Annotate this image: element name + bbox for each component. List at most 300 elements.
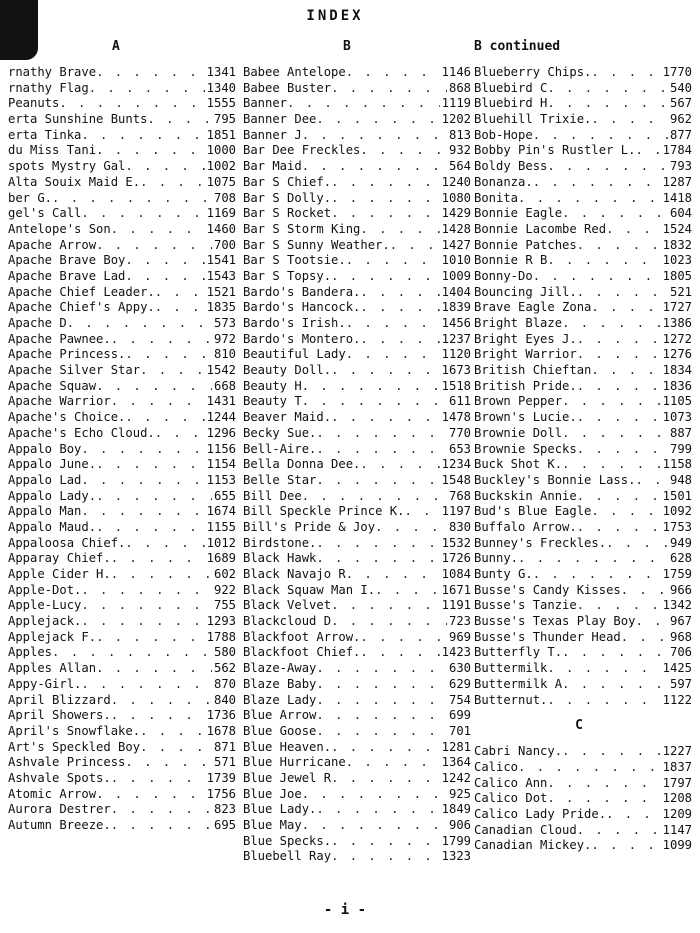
- entry-number: 870: [213, 676, 236, 691]
- leader-dots: [147, 112, 212, 128]
- entry-name: Apache Pawnee.: [8, 331, 111, 346]
- leader-dots: [390, 238, 440, 254]
- entry-number: 1423: [441, 645, 471, 660]
- entry-name: Bella Donna Dee.: [243, 457, 361, 472]
- leader-dots: [591, 363, 660, 379]
- leader-dots: [140, 724, 205, 740]
- index-entry: [8, 802, 236, 818]
- entry-number: 966: [669, 582, 692, 597]
- entry-name: Appalo Boy: [8, 441, 82, 456]
- leader-dots: [577, 347, 661, 363]
- entry-name: Calico: [474, 759, 519, 774]
- entry-number: 1075: [206, 174, 236, 189]
- leader-dots: [96, 457, 205, 473]
- column-header: A: [112, 39, 120, 54]
- entry-name: April's Snowflake.: [8, 723, 141, 738]
- leader-dots: [621, 630, 668, 646]
- entry-number: 564: [448, 159, 471, 174]
- leader-dots: [562, 457, 661, 473]
- entry-number: 1521: [206, 284, 236, 299]
- entry-number: 1364: [441, 755, 471, 770]
- entry-name: Appaloosa Chief.: [8, 535, 126, 550]
- entry-name: Blue Jewel R: [243, 770, 332, 785]
- leader-dots: [346, 567, 440, 583]
- entry-number: 1404: [441, 284, 471, 299]
- entry-number: 1739: [206, 770, 236, 785]
- leader-dots: [125, 410, 204, 426]
- entry-number: 1832: [662, 237, 692, 252]
- entry-number: 700: [213, 237, 236, 252]
- entry-name: Banner Dee: [243, 112, 317, 127]
- index-entry: [243, 238, 471, 254]
- index-entry: [8, 332, 236, 348]
- leader-dots: [533, 567, 661, 583]
- entry-number: 1501: [662, 488, 692, 503]
- entry-number: 1155: [206, 519, 236, 534]
- leader-dots: [591, 838, 660, 854]
- index-entry: [243, 394, 471, 410]
- leader-dots: [331, 269, 440, 285]
- leader-dots: [562, 744, 661, 760]
- index-entry: [243, 536, 471, 552]
- index-entry: [8, 363, 236, 379]
- entry-number: 1418: [662, 190, 692, 205]
- index-entry: [8, 755, 236, 771]
- index-entry: [474, 823, 692, 839]
- index-entry: [243, 630, 471, 646]
- index-entry: [474, 269, 692, 285]
- leader-dots: [316, 426, 447, 442]
- leader-dots: [375, 583, 440, 599]
- leader-dots: [360, 222, 439, 238]
- entry-name: Buffalo Arrow.: [474, 519, 577, 534]
- index-entry: [8, 457, 236, 473]
- leader-dots: [562, 645, 668, 661]
- leader-dots: [155, 285, 205, 301]
- index-entry: [8, 614, 236, 630]
- index-entry: [243, 661, 471, 677]
- entry-name: Calico Lady Pride.: [474, 806, 607, 821]
- entry-name: Canadian Cloud: [474, 822, 577, 837]
- entry-number: 1839: [441, 300, 471, 315]
- entry-number: 1281: [441, 739, 471, 754]
- leader-dots: [302, 818, 447, 834]
- leader-dots: [302, 128, 447, 144]
- entry-list: [474, 744, 692, 854]
- index-entry: [8, 536, 236, 552]
- leader-dots: [96, 630, 205, 646]
- entry-number: 1197: [441, 504, 471, 519]
- leader-dots: [577, 598, 661, 614]
- entry-name: rnathy Brave: [8, 65, 97, 79]
- entry-name: Bonita: [474, 190, 519, 205]
- index-entry: [474, 630, 692, 646]
- entry-number: 1518: [441, 378, 471, 393]
- entry-number: 1673: [441, 363, 471, 378]
- leader-dots: [125, 253, 204, 269]
- entry-number: 1287: [662, 174, 692, 189]
- entry-number: 630: [448, 661, 471, 676]
- index-entry: [474, 614, 692, 630]
- index-entry: [243, 253, 471, 269]
- entry-name: Birdstone.: [243, 535, 317, 550]
- index-entry: [243, 379, 471, 395]
- entry-number: 695: [213, 818, 236, 832]
- entry-name: Calico Ann: [474, 775, 548, 790]
- entry-name: Cabri Nancy.: [474, 744, 563, 759]
- index-entry: [474, 504, 692, 520]
- leader-dots: [331, 849, 440, 865]
- leader-dots: [140, 363, 205, 379]
- entry-number: 1837: [662, 759, 692, 774]
- entry-name: Bardo's Irish.: [243, 316, 346, 330]
- index-entry: [243, 489, 471, 505]
- index-entry: [8, 740, 236, 756]
- entry-name: Apache Warrior: [8, 394, 111, 409]
- entry-name: Alta Souix Maid E.: [8, 174, 141, 189]
- leader-dots: [302, 379, 440, 395]
- leader-dots: [346, 65, 440, 81]
- entry-name: ber G.: [8, 190, 53, 205]
- leader-dots: [111, 332, 212, 348]
- entry-name: Buck Shot K.: [474, 457, 563, 472]
- index-entry: [243, 316, 471, 332]
- entry-number: 1427: [441, 237, 471, 252]
- entry-name: Canadian Mickey.: [474, 838, 592, 853]
- leader-dots: [111, 708, 205, 724]
- index-entry: [474, 175, 692, 191]
- leader-dots: [577, 332, 661, 348]
- leader-dots: [562, 677, 668, 693]
- entry-number: 1073: [662, 410, 692, 425]
- entry-name: Bonnie Lacombe Red: [474, 221, 607, 236]
- leader-dots: [360, 630, 447, 646]
- leader-dots: [96, 520, 205, 536]
- entry-name: Black Squaw Man I.: [243, 582, 376, 597]
- index-entry: [474, 838, 692, 854]
- index-entry: [243, 583, 471, 599]
- entry-name: Bobby Pin's Rustler L.: [474, 143, 636, 158]
- entry-number: 1851: [206, 127, 236, 142]
- entry-name: Becky Sue.: [243, 425, 317, 440]
- entry-name: Apples Allan: [8, 661, 97, 676]
- leader-dots: [518, 760, 661, 776]
- index-entry: [243, 787, 471, 803]
- leader-dots: [96, 379, 212, 395]
- entry-number: 1524: [662, 221, 692, 236]
- entry-number: 1456: [441, 316, 471, 330]
- index-entry: [8, 708, 236, 724]
- index-entry: [243, 81, 471, 97]
- entry-number: 972: [213, 331, 236, 346]
- entry-name: Apple Cider H.: [8, 567, 111, 581]
- entry-number: 768: [448, 488, 471, 503]
- index-entry: [8, 316, 236, 332]
- leader-dots: [96, 489, 212, 505]
- entry-number: 1532: [441, 535, 471, 550]
- entry-name: Beauty Doll.: [243, 363, 332, 378]
- entry-number: 1429: [441, 206, 471, 221]
- entry-name: Black Navajo R: [243, 567, 346, 581]
- entry-name: Black Velvet: [243, 598, 332, 613]
- entry-name: Antelope's Son: [8, 221, 111, 236]
- entry-name: erta Tinka: [8, 127, 82, 142]
- entry-number: 1105: [662, 394, 692, 409]
- index-entry: [8, 65, 236, 81]
- leader-dots: [331, 598, 440, 614]
- entry-number: 1460: [206, 221, 236, 236]
- leader-dots: [562, 316, 661, 332]
- entry-number: 1543: [206, 268, 236, 283]
- entry-name: Blue Lady.: [243, 802, 317, 817]
- index-entry: [8, 551, 236, 567]
- index-entry: [474, 677, 692, 693]
- entry-number: 628: [669, 551, 692, 566]
- entry-number: 754: [448, 692, 471, 707]
- index-entry: [474, 81, 692, 97]
- entry-list: [474, 65, 692, 708]
- entry-number: 1154: [206, 457, 236, 472]
- leader-dots: [562, 206, 668, 222]
- entry-name: Bill Speckle Prince K.: [243, 504, 405, 519]
- entry-number: 1386: [662, 316, 692, 330]
- index-entry: [474, 394, 692, 410]
- leader-dots: [302, 489, 447, 505]
- entry-number: 1023: [662, 253, 692, 268]
- index-entry: [8, 253, 236, 269]
- entry-name: Bonnie R B: [474, 253, 548, 268]
- index-entry: [474, 760, 692, 776]
- leader-dots: [81, 598, 212, 614]
- entry-name: Bluebird H: [474, 96, 548, 111]
- leader-dots: [518, 191, 661, 207]
- entry-name: Brownie Doll: [474, 425, 563, 440]
- index-entry: [474, 65, 692, 81]
- index-entry: [243, 347, 471, 363]
- entry-number: 706: [669, 645, 692, 660]
- index-entry: [474, 410, 692, 426]
- column-a: [8, 37, 236, 834]
- index-entry: [474, 222, 692, 238]
- leader-dots: [331, 81, 447, 97]
- leader-dots: [316, 661, 447, 677]
- index-entry: [243, 755, 471, 771]
- entry-name: April Showers.: [8, 708, 111, 723]
- leader-dots: [635, 614, 668, 630]
- entry-name: April Blizzard: [8, 692, 111, 707]
- index-entry: [243, 222, 471, 238]
- entry-number: 1244: [206, 410, 236, 425]
- leader-dots: [96, 65, 205, 81]
- index-entry: [8, 567, 236, 583]
- index-entry: [8, 504, 236, 520]
- column-b-continued: [474, 37, 692, 854]
- entry-name: Bud's Blue Eagle: [474, 504, 592, 519]
- leader-dots: [81, 473, 204, 489]
- leader-dots: [606, 536, 668, 552]
- entry-name: rnathy Flag: [8, 80, 89, 95]
- entry-number: 1002: [206, 159, 236, 174]
- entry-name: Bonny-Do: [474, 268, 533, 283]
- entry-name: Appalo Lady.: [8, 488, 97, 503]
- entry-number: 969: [448, 629, 471, 644]
- entry-number: 1689: [206, 551, 236, 566]
- entry-number: 629: [448, 676, 471, 691]
- entry-name: Bar S Storm King: [243, 221, 361, 236]
- entry-number: 1428: [441, 221, 471, 236]
- index-entry: [8, 347, 236, 363]
- entry-number: 1805: [662, 268, 692, 283]
- entry-name: Bill Dee: [243, 488, 302, 503]
- entry-name: Bar Maid: [243, 159, 302, 174]
- entry-number: 795: [213, 112, 236, 127]
- entry-name: Butterfly T.: [474, 645, 563, 660]
- entry-name: Bardo's Montero.: [243, 331, 361, 346]
- entry-name: Black Hawk: [243, 551, 317, 566]
- leader-dots: [81, 614, 204, 630]
- leader-dots: [96, 787, 205, 803]
- index-entry: [474, 159, 692, 175]
- leader-dots: [562, 394, 661, 410]
- index-entry: [243, 677, 471, 693]
- entry-number: 573: [213, 316, 236, 330]
- index-entry: [474, 776, 692, 792]
- leader-dots: [547, 791, 660, 807]
- entry-number: 1835: [206, 300, 236, 315]
- entry-number: 1237: [441, 331, 471, 346]
- entry-number: 1342: [662, 598, 692, 613]
- leader-dots: [96, 238, 212, 254]
- entry-number: 1784: [662, 143, 692, 158]
- entry-name: Bardo's Bandera.: [243, 284, 361, 299]
- entry-number: 1000: [206, 143, 236, 158]
- entry-name: du Miss Tani: [8, 143, 97, 158]
- leader-dots: [562, 426, 668, 442]
- entry-name: Busse's Texas Play Boy: [474, 614, 636, 629]
- entry-number: 1425: [662, 661, 692, 676]
- entry-name: Apple-Lucy: [8, 598, 82, 613]
- entry-list: [8, 65, 236, 834]
- entry-name: Brave Eagle Zona: [474, 300, 592, 315]
- entry-name: Calico Dot: [474, 791, 548, 806]
- entry-name: Apache Brave Boy: [8, 253, 126, 268]
- leader-dots: [81, 677, 212, 693]
- entry-number: 1756: [206, 786, 236, 801]
- entry-name: gel's Call: [8, 206, 82, 221]
- leader-dots: [346, 253, 440, 269]
- entry-number: 723: [448, 614, 471, 629]
- leader-dots: [577, 823, 661, 839]
- index-entry: [474, 96, 692, 112]
- index-entry: [243, 410, 471, 426]
- leader-dots: [155, 300, 205, 316]
- entry-number: 1849: [441, 802, 471, 817]
- leader-dots: [577, 520, 661, 536]
- leader-dots: [518, 551, 668, 567]
- entry-number: 521: [669, 284, 692, 299]
- leader-dots: [331, 191, 440, 207]
- leader-dots: [577, 238, 661, 254]
- index-entry: [8, 222, 236, 238]
- leader-dots: [360, 143, 447, 159]
- entry-number: 1272: [662, 331, 692, 346]
- leader-dots: [96, 143, 205, 159]
- leader-dots: [316, 442, 447, 458]
- entry-name: Bar S Rocket: [243, 206, 332, 221]
- leader-dots: [125, 159, 204, 175]
- entry-name: Buckskin Annie: [474, 488, 577, 503]
- index-entry: [243, 693, 471, 709]
- index-entry: [8, 771, 236, 787]
- entry-number: 567: [669, 96, 692, 111]
- entry-number: 1209: [662, 806, 692, 821]
- entry-name: Beauty H: [243, 378, 302, 393]
- entry-number: 1797: [662, 775, 692, 790]
- entry-name: erta Sunshine Bunts: [8, 112, 148, 127]
- index-entry: [243, 96, 471, 112]
- entry-name: Apache Silver Star: [8, 363, 141, 378]
- section-header-c: C: [575, 718, 583, 734]
- entry-number: 840: [213, 692, 236, 707]
- index-entry: [243, 834, 471, 850]
- leader-dots: [111, 771, 205, 787]
- leader-dots: [547, 96, 668, 112]
- entry-name: Blue May: [243, 818, 302, 832]
- leader-dots: [547, 661, 660, 677]
- index-entry: [8, 489, 236, 505]
- leader-dots: [533, 175, 661, 191]
- entry-number: 887: [669, 425, 692, 440]
- leader-dots: [331, 740, 440, 756]
- index-entry: [474, 426, 692, 442]
- index-entry: [474, 316, 692, 332]
- leader-dots: [346, 755, 440, 771]
- index-entry: [243, 363, 471, 379]
- entry-name: British Chieftan: [474, 363, 592, 378]
- leader-dots: [96, 661, 212, 677]
- entry-number: 1084: [441, 567, 471, 581]
- index-entry: [474, 143, 692, 159]
- leader-dots: [346, 347, 440, 363]
- entry-name: Blue Heaven.: [243, 739, 332, 754]
- entry-number: 932: [448, 143, 471, 158]
- leader-dots: [125, 269, 204, 285]
- column-header: B: [343, 39, 351, 54]
- entry-name: Apache Brave Lad: [8, 268, 126, 283]
- leader-dots: [547, 159, 668, 175]
- entry-number: 602: [213, 567, 236, 581]
- index-entry: [8, 677, 236, 693]
- entry-number: 1753: [662, 519, 692, 534]
- leader-dots: [316, 708, 447, 724]
- entry-name: Blue Specks.: [243, 833, 332, 848]
- index-entry: [8, 442, 236, 458]
- index-entry: [474, 191, 692, 207]
- index-entry: [8, 426, 236, 442]
- entry-name: Appalo Maud.: [8, 519, 97, 534]
- index-entry: [243, 112, 471, 128]
- entry-number: 1296: [206, 425, 236, 440]
- leader-dots: [111, 802, 212, 818]
- leader-dots: [67, 316, 212, 332]
- index-entry: [474, 567, 692, 583]
- leader-dots: [81, 206, 204, 222]
- entry-name: Buttermilk A: [474, 676, 563, 691]
- index-entry: [8, 630, 236, 646]
- index-entry: [474, 693, 692, 709]
- index-entry: [243, 332, 471, 348]
- index-entry: [243, 457, 471, 473]
